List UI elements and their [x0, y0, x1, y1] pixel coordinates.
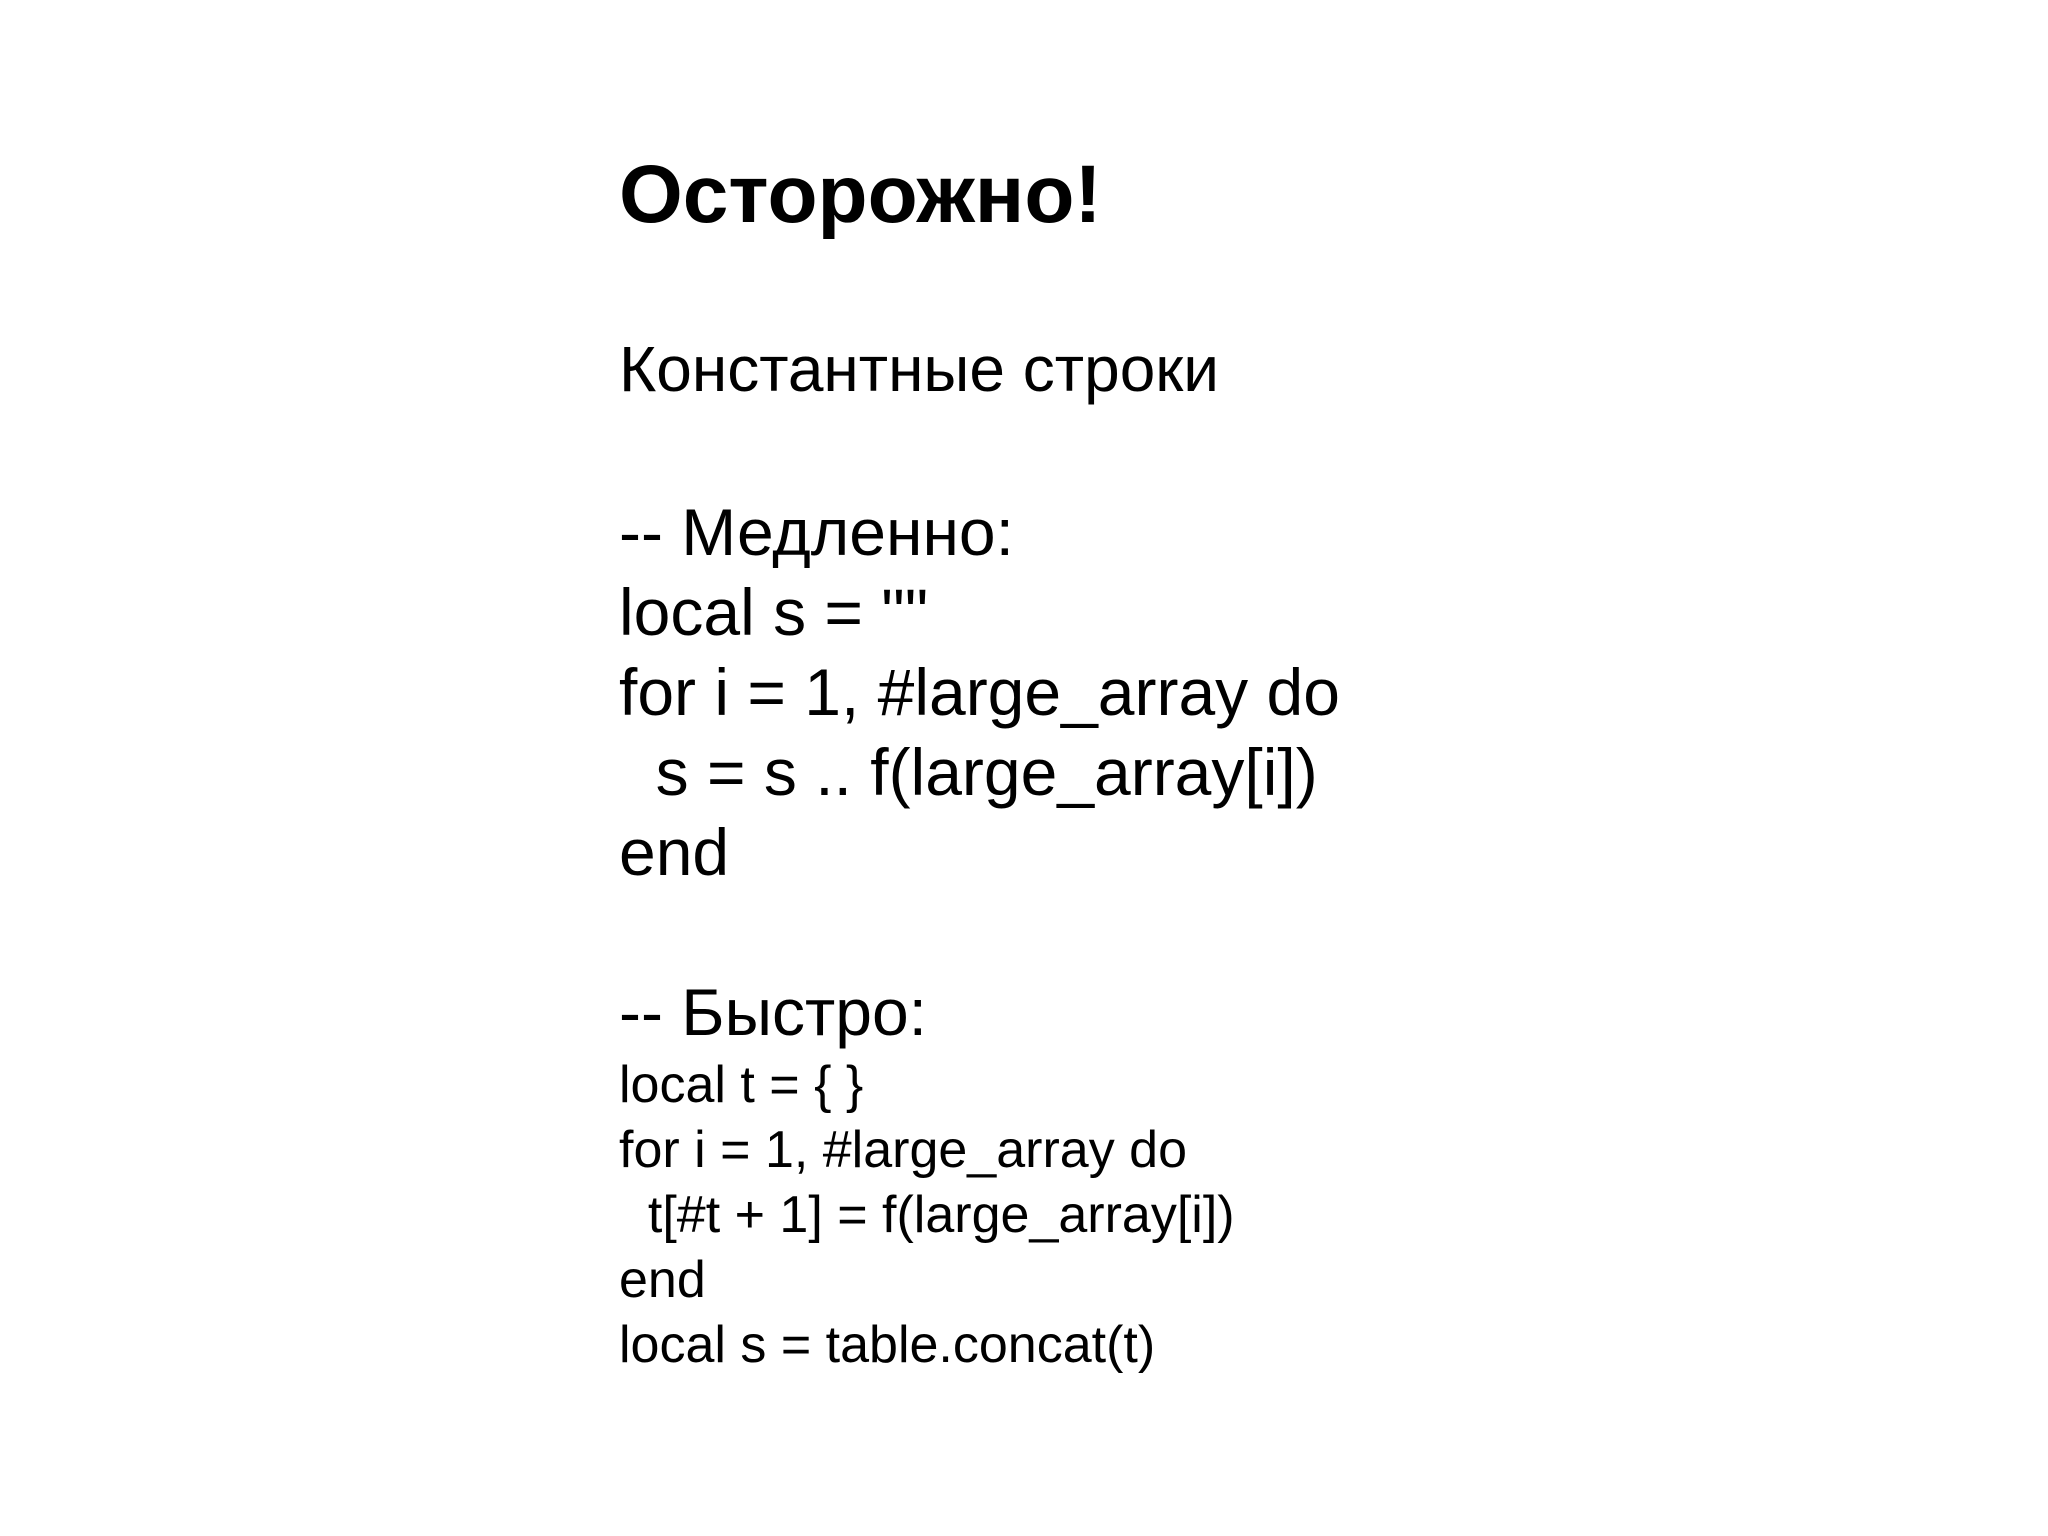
fast-code-line: local t = { }	[619, 1056, 864, 1114]
fast-code-line: for i = 1, #large_array do	[619, 1121, 1187, 1179]
fast-code-line: local s = table.concat(t)	[619, 1316, 1156, 1374]
fast-code-line: end	[619, 1251, 706, 1309]
slow-code-line: s = s .. f(large_array[i])	[619, 735, 1318, 809]
slide-title: Осторожно!	[619, 149, 1102, 240]
slide-subtitle: Константные строки	[619, 333, 1220, 405]
slow-heading: -- Медленно:	[619, 495, 1014, 569]
slow-code-line: local s = ""	[619, 575, 929, 649]
fast-code-line: t[#t + 1] = f(large_array[i])	[619, 1186, 1235, 1244]
slow-code-line: for i = 1, #large_array do	[619, 655, 1340, 729]
slow-code-line: end	[619, 815, 730, 889]
fast-heading: -- Быстро:	[619, 975, 928, 1049]
